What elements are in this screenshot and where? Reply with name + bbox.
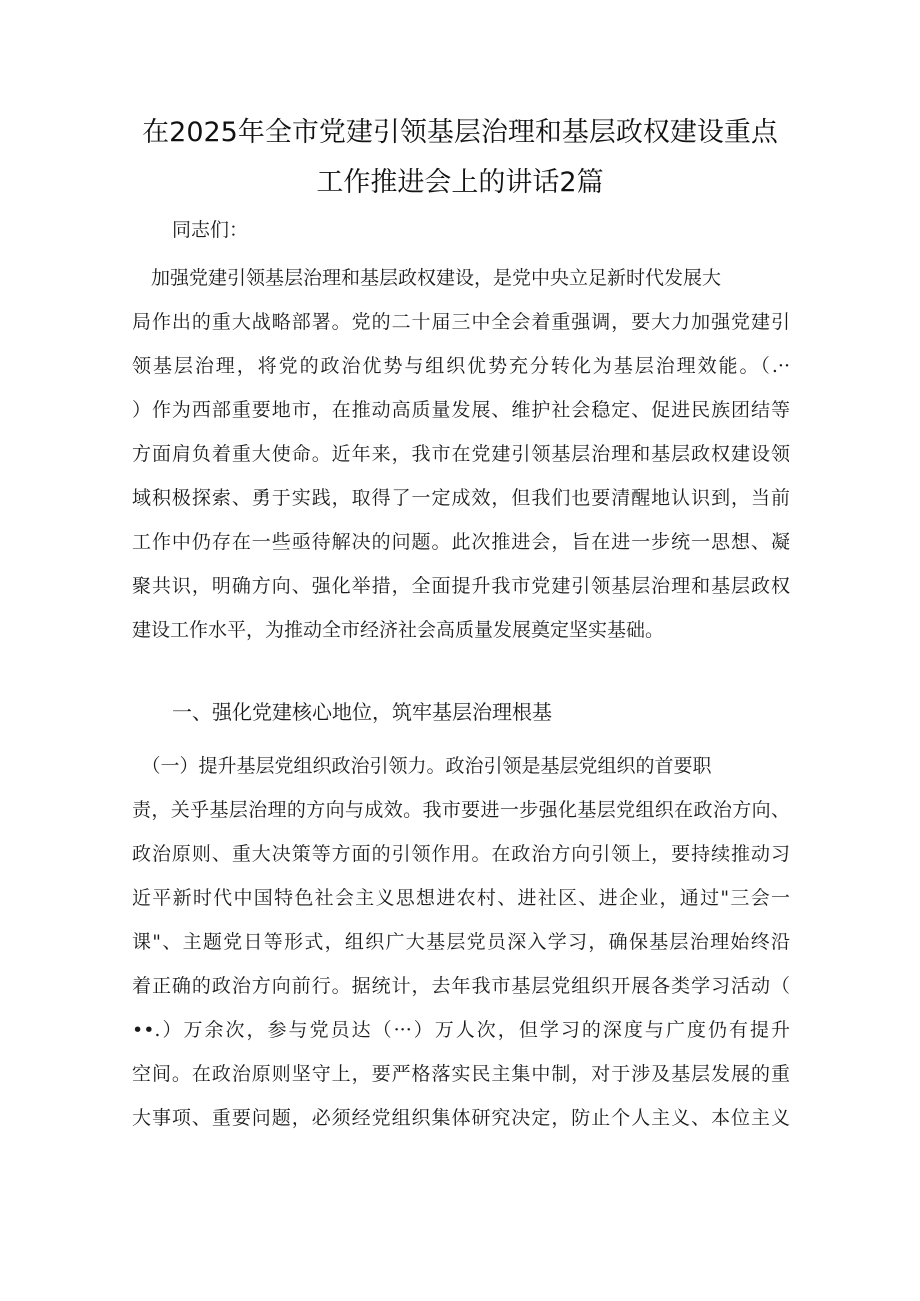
section-heading-1: 一、强化党建核心地位，筑牢基层治理根基 — [172, 700, 552, 724]
paragraph-line: ）作为西部重要地市，在推动高质量发展、维护社会稳定、促进民族团结等 — [132, 399, 790, 421]
title-line-2: 工作推进会上的讲话2篇 — [316, 167, 604, 198]
paragraph-line: 大事项、重要问题，必须经党组织集体研究决定，防止个人主义、本位主义 — [132, 1107, 790, 1129]
paragraph-line: 建设工作水平，为推动全市经济社会高质量发展奠定坚实基础。 — [132, 619, 665, 641]
paragraph-line: ••.）万余次，参与党员达（···）万人次，但学习的深度与广度仍有提升 — [132, 1019, 790, 1041]
paragraph-line: 责，关乎基层治理的方向与成效。我市要进一步强化基层党组织在政治方向、 — [132, 799, 790, 821]
paragraph-line: 近平新时代中国特色社会主义思想进农村、进社区、进企业，通过"三会一 — [132, 887, 790, 909]
paragraph-line: 空间。在政治原则坚守上，要严格落实民主集中制，对于涉及基层发展的重 — [132, 1063, 790, 1085]
paragraph-line: 工作中仍存在一些亟待解决的问题。此次推进会，旨在进一步统一思想、凝 — [132, 531, 790, 553]
title-line-1: 在2025年全市党建引领基层治理和基层政权建设重点 — [142, 117, 778, 148]
paragraph-line: 课"、主题党日等形式，组织广大基层党员深入学习，确保基层治理始终沿 — [132, 931, 790, 953]
paragraph-2 — [132, 744, 790, 1140]
paragraph-line: 领基层治理，将党的政治优势与组织优势充分转化为基层治理效能。（.·· — [132, 355, 790, 377]
document-title — [130, 108, 790, 208]
paragraph-line: 聚共识，明确方向、强化举措，全面提升我市党建引领基层治理和基层政权 — [132, 575, 790, 597]
paragraph-line: 域积极探索、勇于实践，取得了一定成效，但我们也要清醒地认识到，当前 — [132, 487, 790, 509]
paragraph-line: 政治原则、重大决策等方面的引领作用。在政治方向引领上，要持续推动习 — [132, 843, 790, 865]
paragraph-line: 着正确的政治方向前行。据统计，去年我市基层党组织开展各类学习活动（ — [132, 975, 790, 997]
paragraph-line: 局作出的重大战略部署。党的二十届三中全会着重强调，要大力加强党建引 — [132, 311, 790, 333]
paragraph-line: （一）提升基层党组织政治引领力。政治引领是基层党组织的首要职 — [132, 755, 712, 777]
greeting: 同志们： — [172, 219, 249, 241]
paragraph-line: 加强党建引领基层治理和基层政权建设，是党中央立足新时代发展大 — [132, 267, 722, 289]
paragraph-1 — [132, 256, 790, 652]
paragraph-line: 方面肩负着重大使命。近年来，我市在党建引领基层治理和基层政权建设领 — [132, 443, 790, 465]
